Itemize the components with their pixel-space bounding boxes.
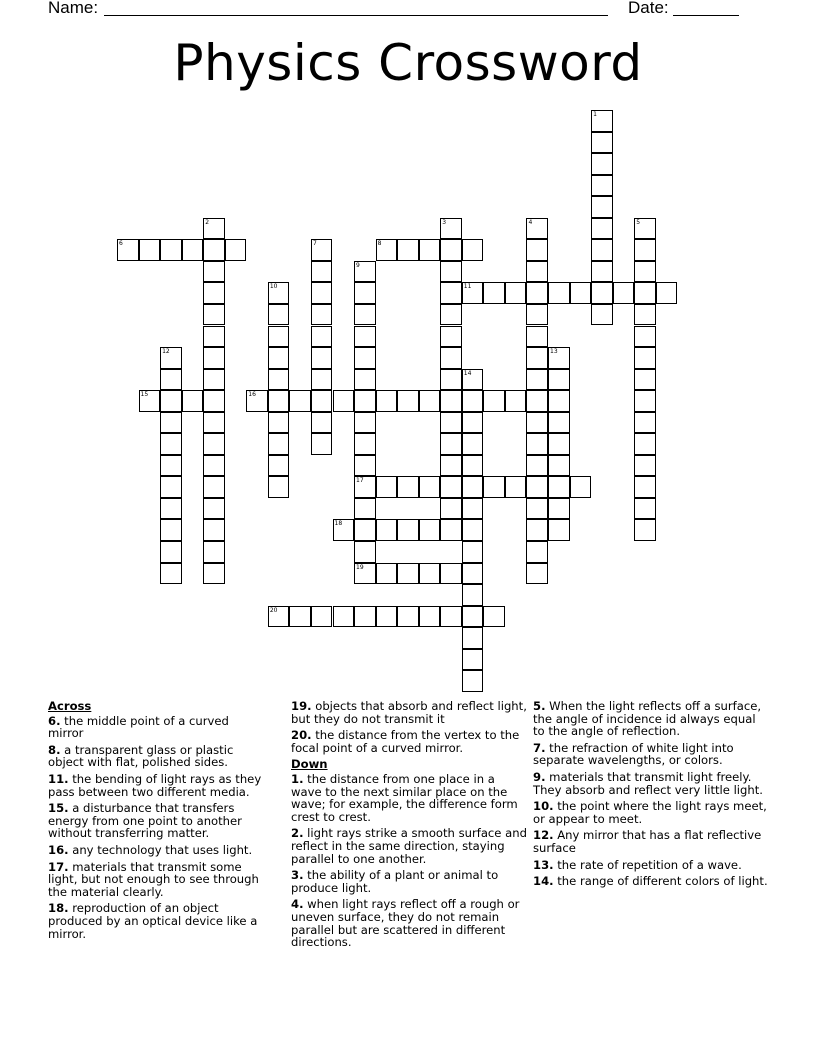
grid-cell[interactable]	[203, 326, 225, 348]
grid-cell[interactable]	[462, 584, 484, 606]
grid-cell[interactable]	[203, 369, 225, 391]
grid-cell[interactable]	[634, 455, 656, 477]
grid-cell[interactable]	[354, 455, 376, 477]
grid-cell[interactable]	[462, 627, 484, 649]
grid-cell[interactable]	[354, 606, 376, 628]
grid-cell[interactable]	[613, 282, 635, 304]
cell-number: 5	[636, 218, 641, 226]
grid-cell[interactable]	[139, 390, 161, 412]
grid-cell[interactable]	[634, 282, 656, 304]
grid-cell[interactable]	[311, 412, 333, 434]
grid-cell[interactable]	[505, 282, 527, 304]
clues-column-3	[533, 700, 769, 892]
grid-cell[interactable]	[634, 498, 656, 520]
grid-cell[interactable]	[160, 347, 182, 369]
grid-cell[interactable]	[526, 304, 548, 326]
grid-cell[interactable]	[203, 304, 225, 326]
grid-cell[interactable]	[526, 282, 548, 304]
clue-text: the ability of a plant or animal to produce light.	[291, 868, 499, 895]
grid-cell[interactable]	[526, 563, 548, 585]
grid-cell[interactable]	[505, 390, 527, 412]
grid-cell[interactable]	[634, 369, 656, 391]
grid-cell[interactable]	[354, 498, 376, 520]
grid-cell[interactable]	[203, 390, 225, 412]
clue-down-4	[291, 898, 527, 948]
grid-cell[interactable]	[462, 390, 484, 412]
clue-down-5	[533, 700, 769, 738]
clue-across-16	[48, 844, 268, 857]
grid-cell[interactable]	[311, 606, 333, 628]
clue-text: When the light reflects off a surface, the angle of incidence id always equal to the angle of reflection.	[533, 699, 762, 739]
grid-cell[interactable]	[160, 239, 182, 261]
clue-number: 4.	[291, 897, 304, 912]
grid-cell[interactable]	[289, 606, 311, 628]
grid-cell[interactable]	[268, 455, 290, 477]
grid-cell[interactable]	[268, 282, 290, 304]
grid-cell[interactable]	[419, 563, 441, 585]
grid-cell[interactable]	[246, 390, 268, 412]
grid-cell[interactable]	[268, 606, 290, 628]
cell-number: 15	[140, 391, 149, 399]
grid-cell[interactable]	[462, 239, 484, 261]
grid-cell[interactable]	[419, 239, 441, 261]
grid-cell[interactable]	[376, 390, 398, 412]
cell-number: 4	[528, 218, 533, 226]
grid-cell[interactable]	[160, 498, 182, 520]
grid-cell[interactable]	[548, 369, 570, 391]
clue-text: the range of different colors of light.	[553, 874, 768, 889]
grid-cell[interactable]	[440, 498, 462, 520]
clue-text: the point where the light rays meet, or appear to meet.	[533, 799, 767, 826]
clue-across-6	[48, 715, 268, 740]
clue-number: 7.	[533, 740, 546, 755]
clue-text: the bending of light rays as they pass between two different media.	[48, 771, 262, 799]
grid-cell[interactable]	[397, 239, 419, 261]
grid-cell[interactable]	[526, 390, 548, 412]
grid-cell[interactable]	[354, 282, 376, 304]
grid-cell[interactable]	[591, 239, 613, 261]
grid-cell[interactable]	[591, 175, 613, 197]
clue-down-9	[533, 771, 769, 796]
grid-cell[interactable]	[268, 369, 290, 391]
grid-cell[interactable]	[160, 541, 182, 563]
grid-cell[interactable]	[634, 261, 656, 283]
grid-cell[interactable]	[376, 239, 398, 261]
grid-cell[interactable]	[160, 390, 182, 412]
grid-cell[interactable]	[634, 476, 656, 498]
grid-cell[interactable]	[203, 476, 225, 498]
grid-cell[interactable]	[526, 541, 548, 563]
grid-cell[interactable]	[634, 412, 656, 434]
grid-cell[interactable]	[311, 433, 333, 455]
grid-cell[interactable]	[526, 369, 548, 391]
cell-number: 16	[248, 391, 256, 399]
grid-cell[interactable]	[354, 390, 376, 412]
grid-cell[interactable]	[591, 304, 613, 326]
grid-cell[interactable]	[440, 390, 462, 412]
grid-cell[interactable]	[634, 433, 656, 455]
grid-cell[interactable]	[397, 476, 419, 498]
cell-number: 11	[463, 283, 472, 291]
clue-across-15	[48, 802, 268, 840]
page-title: Physics Crossword	[173, 34, 643, 92]
grid-cell[interactable]	[354, 304, 376, 326]
grid-cell[interactable]	[462, 455, 484, 477]
clue-number: 15.	[48, 801, 69, 816]
grid-cell[interactable]	[591, 110, 613, 132]
grid-cell[interactable]	[634, 390, 656, 412]
clue-number: 13.	[533, 857, 554, 872]
grid-cell[interactable]	[526, 218, 548, 240]
grid-cell[interactable]	[440, 326, 462, 348]
clue-number: 10.	[533, 799, 554, 814]
grid-cell[interactable]	[526, 239, 548, 261]
grid-cell[interactable]	[203, 282, 225, 304]
cell-number: 18	[334, 520, 343, 528]
grid-cell[interactable]	[548, 476, 570, 498]
grid-cell[interactable]	[634, 347, 656, 369]
clue-down-13	[533, 859, 769, 872]
grid-cell[interactable]	[440, 455, 462, 477]
grid-cell[interactable]	[462, 649, 484, 671]
grid-cell[interactable]	[160, 476, 182, 498]
grid-cell[interactable]	[656, 282, 678, 304]
grid-cell[interactable]	[311, 369, 333, 391]
grid-cell[interactable]	[311, 326, 333, 348]
name-label: Name:	[48, 0, 99, 17]
clue-text: the distance from the vertex to the focal point of a curved mirror.	[291, 728, 520, 755]
grid-cell[interactable]	[548, 433, 570, 455]
clue-number: 18.	[48, 901, 69, 916]
grid-cell[interactable]	[182, 390, 204, 412]
cell-number: 3	[442, 218, 447, 226]
clue-down-2	[291, 827, 527, 865]
grid-cell[interactable]	[311, 304, 333, 326]
clue-number: 3.	[291, 868, 304, 883]
grid-cell[interactable]	[311, 390, 333, 412]
grid-cell[interactable]	[591, 132, 613, 154]
grid-cell[interactable]	[440, 282, 462, 304]
clues-column-1	[48, 700, 268, 944]
cell-number: 13	[550, 348, 558, 356]
clue-down-14	[533, 875, 769, 888]
grid-cell[interactable]	[591, 261, 613, 283]
grid-cell[interactable]	[311, 282, 333, 304]
grid-cell[interactable]	[440, 519, 462, 541]
grid-cell[interactable]	[634, 239, 656, 261]
grid-cell[interactable]	[526, 412, 548, 434]
grid-cell[interactable]	[203, 541, 225, 563]
grid-cell[interactable]	[311, 347, 333, 369]
grid-cell[interactable]	[526, 476, 548, 498]
grid-cell[interactable]	[462, 412, 484, 434]
grid-cell[interactable]	[160, 412, 182, 434]
grid-cell[interactable]	[505, 476, 527, 498]
grid-cell[interactable]	[440, 261, 462, 283]
grid-cell[interactable]	[376, 476, 398, 498]
clue-text: objects that absorb and reflect light, but they do not transmit it	[291, 699, 527, 726]
date-label: Date:	[628, 0, 669, 17]
cell-number: 12	[162, 348, 170, 356]
grid-cell[interactable]	[203, 519, 225, 541]
grid-cell[interactable]	[440, 347, 462, 369]
grid-cell[interactable]	[483, 606, 505, 628]
grid-cell[interactable]	[354, 563, 376, 585]
grid-cell[interactable]	[591, 153, 613, 175]
clue-number: 20.	[291, 728, 312, 743]
grid-cell[interactable]	[526, 498, 548, 520]
grid-cell[interactable]	[160, 455, 182, 477]
clue-text: a transparent glass or plastic object with flat, polished sides.	[48, 742, 234, 770]
grid-cell[interactable]	[440, 412, 462, 434]
grid-cell[interactable]	[203, 498, 225, 520]
clue-text: the rate of repetition of a wave.	[553, 857, 742, 872]
clue-text: any technology that uses light.	[68, 842, 253, 857]
cell-number: 19	[356, 563, 364, 571]
grid-cell[interactable]	[289, 390, 311, 412]
clue-text: the middle point of a curved mirror	[48, 713, 229, 741]
grid-cell[interactable]	[440, 476, 462, 498]
grid-cell[interactable]	[548, 412, 570, 434]
grid-cell[interactable]	[160, 519, 182, 541]
grid-cell[interactable]	[462, 282, 484, 304]
grid-cell[interactable]	[462, 369, 484, 391]
grid-cell[interactable]	[570, 476, 592, 498]
clue-across-11	[48, 773, 268, 798]
grid-cell[interactable]	[526, 519, 548, 541]
grid-cell[interactable]	[440, 239, 462, 261]
grid-cell[interactable]	[440, 218, 462, 240]
grid-cell[interactable]	[419, 606, 441, 628]
grid-cell[interactable]	[634, 304, 656, 326]
clue-number: 2.	[291, 826, 304, 841]
grid-cell[interactable]	[419, 390, 441, 412]
clue-down-12	[533, 829, 769, 854]
grid-cell[interactable]	[268, 433, 290, 455]
grid-cell[interactable]	[354, 347, 376, 369]
grid-cell[interactable]	[548, 498, 570, 520]
grid-cell[interactable]	[462, 606, 484, 628]
clue-down-10	[533, 800, 769, 825]
grid-cell[interactable]	[203, 412, 225, 434]
clue-across-8	[48, 744, 268, 769]
grid-cell[interactable]	[354, 433, 376, 455]
clue-down-3	[291, 869, 527, 894]
grid-cell[interactable]	[397, 563, 419, 585]
grid-cell[interactable]	[203, 347, 225, 369]
grid-cell[interactable]	[397, 390, 419, 412]
grid-cell[interactable]	[548, 347, 570, 369]
grid-cell[interactable]	[591, 218, 613, 240]
grid-cell[interactable]	[117, 239, 139, 261]
grid-cell[interactable]	[203, 239, 225, 261]
clue-down-1	[291, 773, 527, 823]
clue-text: the refraction of white light into separate wavelengths, or colors.	[533, 740, 734, 768]
grid-cell[interactable]	[225, 239, 247, 261]
clue-text: materials that transmit light freely. They absorb and reflect very little light.	[533, 769, 763, 797]
grid-cell[interactable]	[462, 476, 484, 498]
cell-number: 6	[119, 240, 123, 248]
grid-cell[interactable]	[570, 282, 592, 304]
cell-number: 14	[463, 369, 472, 377]
grid-cell[interactable]	[354, 519, 376, 541]
grid-cell[interactable]	[376, 606, 398, 628]
clue-number: 14.	[533, 874, 554, 889]
clue-number: 9.	[533, 769, 546, 784]
clue-section-title: Across	[48, 699, 92, 713]
grid-cell[interactable]	[548, 282, 570, 304]
grid-cell[interactable]	[203, 261, 225, 283]
cell-number: 7	[312, 240, 317, 248]
grid-cell[interactable]	[548, 519, 570, 541]
grid-cell[interactable]	[462, 563, 484, 585]
clue-number: 6.	[48, 713, 61, 728]
grid-cell[interactable]	[203, 563, 225, 585]
grid-cell[interactable]	[354, 541, 376, 563]
clue-number: 19.	[291, 699, 312, 713]
grid-cell[interactable]	[440, 563, 462, 585]
grid-cell[interactable]	[139, 239, 161, 261]
clue-down-7	[533, 742, 769, 767]
clue-number: 11.	[48, 771, 69, 786]
grid-cell[interactable]	[311, 261, 333, 283]
clue-number: 1.	[291, 771, 304, 786]
grid-cell[interactable]	[376, 563, 398, 585]
grid-cell[interactable]	[268, 476, 290, 498]
grid-cell[interactable]	[483, 390, 505, 412]
grid-cell[interactable]	[462, 498, 484, 520]
grid-cell[interactable]	[634, 326, 656, 348]
grid-cell[interactable]	[483, 476, 505, 498]
grid-cell[interactable]	[182, 239, 204, 261]
clue-number: 16.	[48, 842, 69, 857]
grid-cell[interactable]	[440, 304, 462, 326]
clue-number: 17.	[48, 859, 69, 874]
clue-across-18	[48, 902, 268, 940]
grid-cell[interactable]	[354, 369, 376, 391]
grid-cell[interactable]	[462, 670, 484, 692]
clue-across-20	[291, 729, 527, 754]
grid-cell[interactable]	[354, 261, 376, 283]
grid-cell[interactable]	[354, 412, 376, 434]
grid-cell[interactable]	[526, 433, 548, 455]
grid-cell[interactable]	[419, 519, 441, 541]
grid-cell[interactable]	[462, 519, 484, 541]
grid-cell[interactable]	[483, 282, 505, 304]
cell-number: 2	[205, 218, 210, 226]
grid-cell[interactable]	[203, 218, 225, 240]
grid-cell[interactable]	[591, 196, 613, 218]
grid-cell[interactable]	[160, 369, 182, 391]
grid-cell[interactable]	[203, 455, 225, 477]
cell-number: 9	[356, 261, 360, 269]
grid-cell[interactable]	[548, 390, 570, 412]
grid-cell[interactable]	[419, 476, 441, 498]
grid-cell[interactable]	[526, 261, 548, 283]
clue-text: Any mirror that has a flat reflective surface	[533, 828, 762, 855]
grid-cell[interactable]	[333, 606, 355, 628]
grid-cell[interactable]	[440, 606, 462, 628]
grid-cell[interactable]	[160, 433, 182, 455]
grid-cell[interactable]	[462, 541, 484, 563]
grid-cell[interactable]	[268, 304, 290, 326]
clue-text: materials that transmit some light, but not enough to see through the material clearly.	[48, 859, 259, 899]
grid-cell[interactable]	[354, 476, 376, 498]
grid-cell[interactable]	[397, 606, 419, 628]
clue-text: when light rays reflect off a rough or uneven surface, they do not remain parallel but are scattered in different directions.	[291, 897, 520, 950]
grid-cell[interactable]	[526, 347, 548, 369]
clue-number: 8.	[48, 742, 61, 757]
grid-cell[interactable]	[354, 326, 376, 348]
grid-cell[interactable]	[160, 563, 182, 585]
clue-text: reproduction of an object produced by an optical device like a mirror.	[48, 901, 258, 941]
clue-text: the distance from one place in a wave to the next similar place on the wave; for example, the difference form crest to crest.	[291, 771, 518, 824]
clue-section-title: Down	[291, 757, 328, 772]
grid-cell[interactable]	[440, 433, 462, 455]
cell-number: 8	[377, 240, 382, 248]
clue-across-19	[291, 700, 527, 725]
cell-number: 20	[269, 606, 278, 614]
cell-number: 17	[356, 477, 364, 485]
grid-cell[interactable]	[268, 390, 290, 412]
clue-across-17	[48, 861, 268, 899]
grid-cell[interactable]	[268, 412, 290, 434]
clue-number: 5.	[533, 699, 546, 713]
grid-cell[interactable]	[203, 433, 225, 455]
grid-cell[interactable]	[634, 218, 656, 240]
grid-cell[interactable]	[333, 390, 355, 412]
grid-cell[interactable]	[268, 347, 290, 369]
grid-cell[interactable]	[440, 369, 462, 391]
grid-cell[interactable]	[526, 326, 548, 348]
clue-text: a disturbance that transfers energy from one point to another without transferring matter.	[48, 801, 242, 841]
grid-cell[interactable]	[376, 519, 398, 541]
grid-cell[interactable]	[634, 519, 656, 541]
grid-cell[interactable]	[268, 326, 290, 348]
grid-cell[interactable]	[333, 519, 355, 541]
grid-cell[interactable]	[462, 433, 484, 455]
grid-cell[interactable]	[548, 455, 570, 477]
clues-column-2	[291, 700, 527, 953]
grid-cell[interactable]	[591, 282, 613, 304]
grid-cell[interactable]	[526, 455, 548, 477]
clue-text: light rays strike a smooth surface and reflect in the same direction, staying parallel to one another.	[291, 826, 527, 866]
clue-number: 12.	[533, 828, 554, 843]
cell-number: 1	[593, 111, 597, 118]
grid-cell[interactable]	[311, 239, 333, 261]
cell-number: 10	[269, 283, 278, 291]
grid-cell[interactable]	[397, 519, 419, 541]
